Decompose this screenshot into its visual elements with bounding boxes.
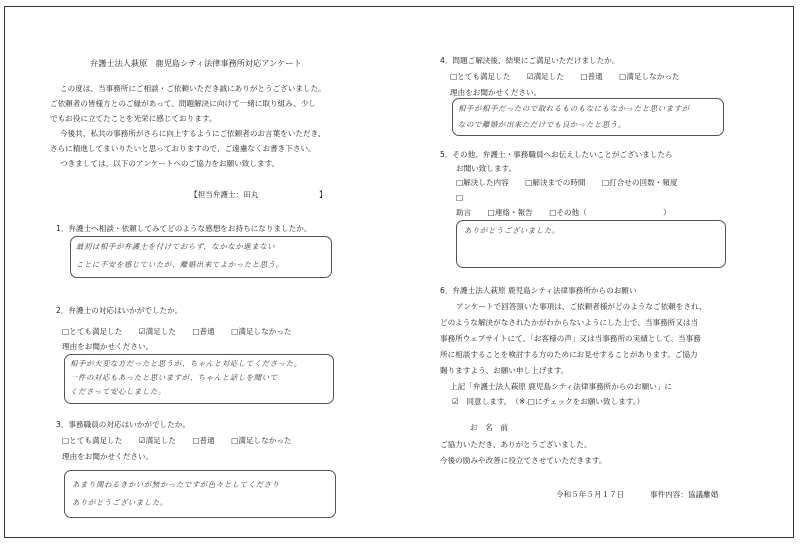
q1-answer-line-1: 最初は相手が弁護士を付けておらず、なかなか進まない: [76, 242, 276, 251]
date: 令和５年５月１７日: [556, 490, 625, 499]
name-label: お 名 前: [470, 423, 508, 432]
intro-line-3: でもお役に立てたことを光栄に感じております。: [50, 114, 217, 123]
q6-question: 6．弁護士法人萩原 鹿児島シティ法律事務所からのお願い: [440, 286, 637, 295]
q2-answer-line-3: くださって安心しました。: [70, 387, 166, 396]
q4-reason-label: 理由をお聞かせください。: [450, 88, 542, 97]
q2-option-satisfied[interactable]: ☑満足した: [138, 327, 176, 336]
q5-option-row2[interactable]: □: [456, 193, 464, 202]
q5-answer-line-1: ありがとうございました。: [464, 226, 560, 235]
q5-option-content[interactable]: □解決した内容: [456, 178, 509, 187]
q4-question: 4．問題ご解決後、結果にご満足いただけましたか。: [440, 56, 620, 65]
q2-reason-label: 理由をお聞かせください。: [62, 342, 154, 351]
q2-answer-line-2: 一件の対応もあったと思いますが、ちゃんと話しを聞いて: [70, 373, 278, 382]
intro-line-2: ご依頼者の皆様方とのご縁があって、問題解決に向けて一緒に取り組み、少し: [50, 99, 317, 108]
q4-option-normal[interactable]: □普通: [580, 72, 603, 81]
q5-question-line2: お聞い致します。: [456, 164, 517, 173]
intro-line-6: つきましては、以下のアンケートへのご協力をお願い致します。: [60, 159, 280, 168]
q2-option-normal[interactable]: □普通: [192, 327, 215, 336]
q6-body-line-1: アンケートで回答頂いた事項は、ご依頼者様がどのようなご依頼をされ、: [456, 302, 707, 311]
q3-option-very-satisfied[interactable]: □とても満足した: [62, 436, 123, 445]
q4-option-very-satisfied[interactable]: □とても満足した: [450, 72, 511, 81]
q2-option-very-satisfied[interactable]: □とても満足した: [62, 327, 123, 336]
lawyer-label: 【担当弁護士：田丸 】: [190, 190, 327, 199]
q3-answer-line-1: あまり関わるきかいが無かったですが色々としてくださり: [72, 480, 280, 489]
q2-question: 2．弁護士の対応はいかがでしたか。: [56, 306, 183, 315]
q6-body-line-3: 事務所ウェブサイトにて、「お客様の声」又は当事務所の実績として、当事務: [440, 334, 701, 343]
q6-body-line-5: 賜りますよう、お願い申し上げます。: [440, 366, 569, 375]
case-type: 事件内容：協議離婚: [650, 490, 719, 499]
q3-option-satisfied[interactable]: ☑満足した: [138, 436, 176, 445]
q4-option-satisfied[interactable]: ☑満足した: [526, 72, 564, 81]
intro-line-1: この度は、当事務所にご相談・ご依頼いただき誠にありがとうございました。: [60, 84, 326, 93]
q3-answer-line-2: ありがとうございました。: [72, 498, 168, 507]
q3-answer-box: [64, 470, 336, 518]
q5-options-row3: [456, 208, 685, 218]
q6-request-line: 上記「弁護士法人萩原 鹿児島シティ法律事務所からのお願い」に: [450, 382, 673, 391]
q3-question: 3．事務職員の対応はいかがでしたか。: [56, 420, 190, 429]
q2-options: [62, 327, 306, 337]
q3-option-normal[interactable]: □普通: [192, 436, 215, 445]
q5-option-contact[interactable]: □連絡・報告: [487, 208, 533, 217]
q4-option-unsatisfied[interactable]: □満足しなかった: [619, 72, 680, 81]
q5-question: 5．その他、弁護士・事務職員へお伝えしたいことがございましたら: [440, 150, 673, 159]
thanks-line-2: 今後の励みや改善に役立てさせていただきます。: [440, 456, 607, 465]
q5-option-other[interactable]: □その他（: [549, 208, 587, 217]
intro-line-5: さらに精進してまいりたいと思っておりますので、ご遠慮なくお書き下さい。: [50, 144, 316, 153]
q5-option-advice[interactable]: 助言: [456, 208, 472, 217]
q1-question: 1．弁護士へ相談・依頼してみてどのような感想をお持ちになりましたか。: [56, 224, 312, 233]
document-title: 弁護士法人萩原 鹿児島シティ法律事務所対応アンケート: [90, 58, 302, 68]
q6-body-line-4: 所に相談することを検討する方のためにお見せすることがあります。ご協力: [440, 350, 698, 359]
q5-option-meetings[interactable]: □打合せの回数・頻度: [601, 178, 678, 187]
q4-answer-line-1: 相手が相手だったので取れるものもなにもなかったと思いますが: [458, 104, 690, 113]
q2-answer-line-1: 相手が大変な方だったと思うが、ちゃんと対応してくださった。: [70, 359, 302, 368]
q4-options: [450, 72, 694, 82]
q5-option-time[interactable]: □解決までの時間: [525, 178, 586, 187]
q2-option-unsatisfied[interactable]: □満足しなかった: [231, 327, 292, 336]
thanks-line-1: ご協力いただき、ありがとうございました。: [440, 440, 592, 449]
q3-reason-label: 理由をお聞かせください。: [62, 452, 154, 461]
q3-options: [62, 436, 306, 446]
q6-agree-checkbox[interactable]: ☑ 同意します。 （※ □にチェックをお願い致します。）: [452, 397, 645, 406]
q5-options-row1: [456, 178, 691, 188]
q4-answer-line-2: なので離婚が出来ただけでも良かったと思う。: [458, 120, 626, 129]
q6-body-line-2: どのような解決がなされたかがわからないようにした上で、当事務所又は当: [440, 318, 699, 327]
q1-answer-line-2: ことに不安を感じていたが、離婚出来てよかったと思う。: [76, 260, 284, 269]
q3-option-unsatisfied[interactable]: □満足しなかった: [231, 436, 292, 445]
q5-option-other-close: ）: [663, 208, 671, 217]
intro-line-4: 今後共、私共の事務所がさらに向上するようにご依頼者のお言葉をいただき、: [60, 129, 326, 138]
